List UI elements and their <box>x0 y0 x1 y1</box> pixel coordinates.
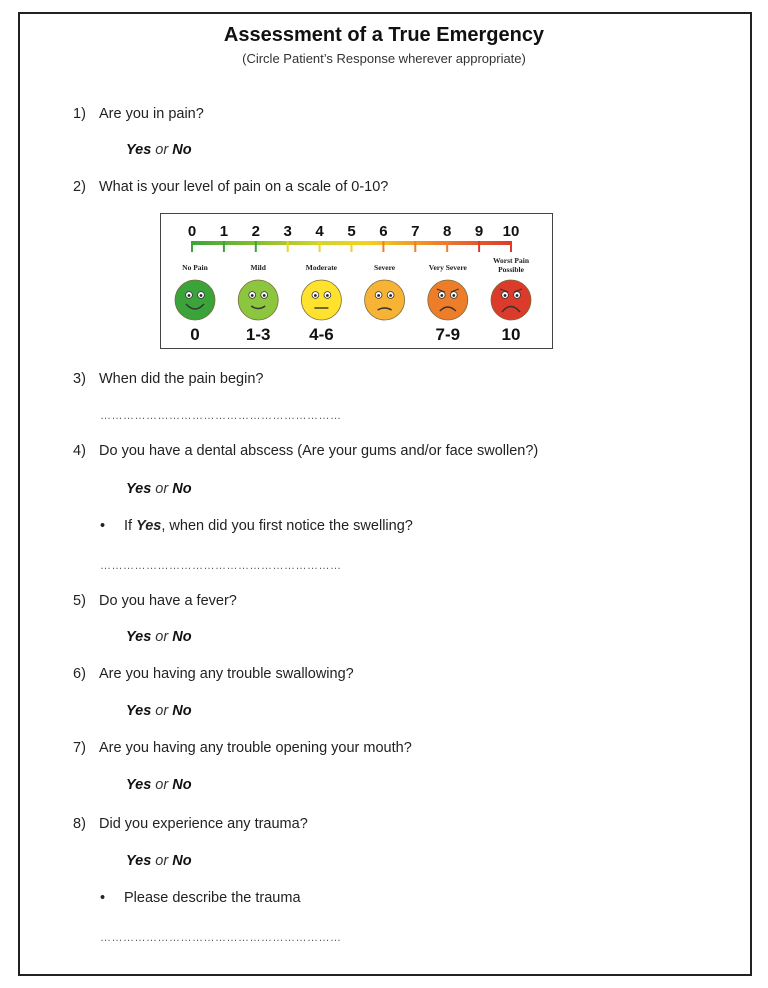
or-text: or <box>155 481 169 497</box>
face-circle <box>491 280 531 320</box>
question-text: Are you having any trouble opening your mouth? <box>99 740 412 756</box>
pain-scale-chart <box>160 213 553 349</box>
scale-number: 9 <box>474 223 484 240</box>
face-label: Very Severe <box>428 263 467 272</box>
question-8 <box>73 816 308 832</box>
answer-line-4[interactable]: ……………………………………………………… <box>100 560 342 572</box>
yes-option[interactable]: Yes <box>126 481 152 497</box>
followup-yes: Yes <box>136 518 162 534</box>
yes-no-answer-5[interactable] <box>126 629 192 645</box>
face-circle <box>301 280 341 320</box>
yes-no-answer-7[interactable] <box>126 777 192 793</box>
question-number: 3) <box>73 371 86 387</box>
pain-face-sad <box>428 263 468 344</box>
no-option[interactable]: No <box>172 629 192 645</box>
or-text: or <box>155 703 169 719</box>
question-2 <box>73 179 388 195</box>
or-text: or <box>155 629 169 645</box>
yes-option[interactable]: Yes <box>126 142 152 158</box>
question-text: What is your level of pain on a scale of 0-10? <box>99 179 389 195</box>
face-pupil <box>263 294 266 297</box>
no-option[interactable]: No <box>172 853 192 869</box>
face-pupil <box>377 294 380 297</box>
face-range: 7-9 <box>435 325 461 344</box>
pain-face-neutral <box>301 263 341 344</box>
scale-number: 4 <box>315 223 324 240</box>
face-pupil <box>188 294 191 297</box>
question-number: 7) <box>73 740 86 756</box>
pain-face-crying <box>491 256 531 344</box>
yes-option[interactable]: Yes <box>126 703 152 719</box>
question-text: Did you experience any trauma? <box>99 816 308 832</box>
face-pupil <box>504 294 507 297</box>
question-text: Do you have a dental abscess (Are your gums and/or face swollen?) <box>99 443 539 459</box>
scale-number: 8 <box>443 223 452 240</box>
question-1 <box>73 106 204 122</box>
question-4 <box>73 443 538 459</box>
scale-number: 6 <box>379 223 388 240</box>
bullet-marker: • <box>100 890 106 906</box>
face-circle <box>365 280 405 320</box>
or-text: or <box>155 853 169 869</box>
face-pupil <box>326 294 329 297</box>
face-label: Worst Pain <box>492 256 530 265</box>
question-number: 1) <box>73 106 86 122</box>
face-label: Moderate <box>305 263 338 272</box>
swelling-followup <box>100 518 413 534</box>
form-subtitle: (Circle Patient’s Response wherever appropriate) <box>242 51 526 66</box>
question-text: Are you in pain? <box>99 106 204 122</box>
face-pupil <box>389 294 392 297</box>
yes-no-answer-8[interactable] <box>126 853 192 869</box>
yes-no-answer-1[interactable] <box>126 142 192 158</box>
pain-face-smile <box>238 263 278 344</box>
pain-face-happy <box>175 263 215 344</box>
face-pupil <box>200 294 203 297</box>
no-option[interactable]: No <box>172 777 192 793</box>
scale-numbers <box>188 223 520 240</box>
question-text: When did the pain begin? <box>99 371 264 387</box>
face-pupil <box>516 294 519 297</box>
scale-number: 10 <box>502 223 520 240</box>
face-pupil <box>452 294 455 297</box>
trauma-followup <box>100 890 301 906</box>
scale-number: 0 <box>187 223 197 240</box>
no-option[interactable]: No <box>172 703 192 719</box>
face-label: Possible <box>498 265 524 274</box>
face-range: 10 <box>501 325 521 344</box>
form-title: Assessment of a True Emergency <box>223 24 545 46</box>
no-option[interactable]: No <box>172 481 192 497</box>
face-label: Severe <box>374 263 396 272</box>
yes-no-answer-6[interactable] <box>126 703 192 719</box>
question-text: Are you having any trouble swallowing? <box>99 666 354 682</box>
question-3 <box>73 371 263 387</box>
face-circle <box>428 280 468 320</box>
or-text: or <box>155 142 169 158</box>
question-number: 4) <box>73 443 86 459</box>
question-6 <box>73 666 354 682</box>
face-pupil <box>440 294 443 297</box>
face-label: Mild <box>250 263 266 272</box>
yes-option[interactable]: Yes <box>126 777 152 793</box>
followup-text: Please describe the trauma <box>124 890 301 906</box>
face-circle <box>175 280 215 320</box>
no-option[interactable]: No <box>172 142 192 158</box>
yes-option[interactable]: Yes <box>126 853 152 869</box>
pain-scale-graphic <box>161 214 551 347</box>
face-pupil <box>314 294 317 297</box>
face-circle <box>238 280 278 320</box>
face-range: 4-6 <box>309 325 334 344</box>
question-number: 6) <box>73 666 86 682</box>
face-pupil <box>251 294 254 297</box>
scale-number: 2 <box>251 223 260 240</box>
face-range: 0 <box>190 325 200 344</box>
scale-faces <box>175 256 531 344</box>
yes-no-answer-4[interactable] <box>126 481 192 497</box>
scale-number: 7 <box>411 223 420 240</box>
answer-line-8[interactable]: ……………………………………………………… <box>100 932 342 944</box>
question-5 <box>73 593 237 609</box>
bullet-marker: • <box>100 518 106 534</box>
scale-number: 3 <box>283 223 292 240</box>
question-7 <box>73 740 412 756</box>
followup-prefix: If <box>124 518 137 534</box>
pain-face-frown <box>365 263 405 320</box>
question-text: Do you have a fever? <box>99 593 237 609</box>
yes-option[interactable]: Yes <box>126 629 152 645</box>
face-label: No Pain <box>182 263 208 272</box>
question-number: 2) <box>73 179 86 195</box>
question-number: 8) <box>73 816 86 832</box>
scale-number: 1 <box>219 223 229 240</box>
answer-line-3[interactable]: ……………………………………………………… <box>100 410 342 422</box>
followup-text: , when did you first notice the swelling? <box>161 518 413 534</box>
scale-number: 5 <box>347 223 356 240</box>
face-range: 1-3 <box>245 325 271 344</box>
or-text: or <box>155 777 169 793</box>
question-number: 5) <box>73 593 86 609</box>
